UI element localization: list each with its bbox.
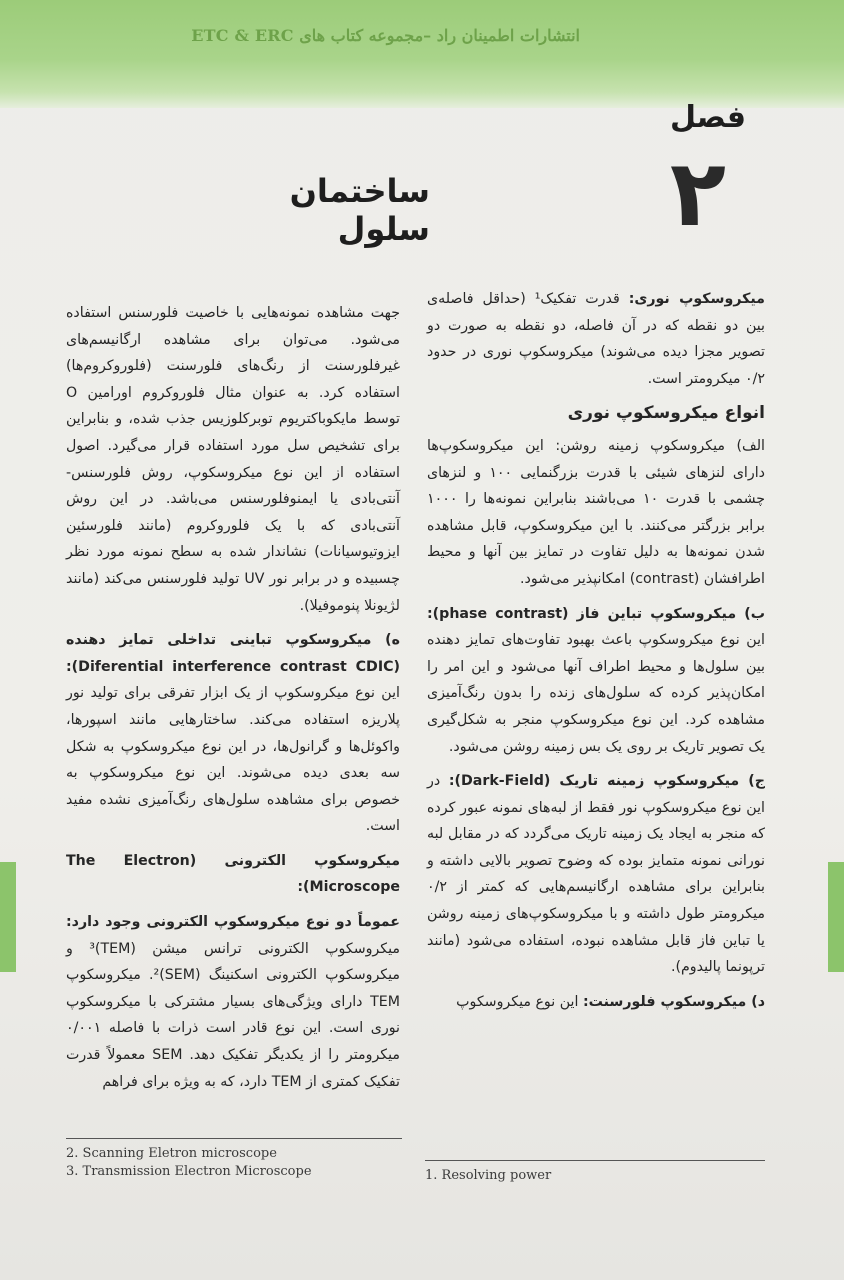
header-band [0, 0, 844, 108]
paragraph-fluorescence-continued: جهت مشاهده نمونه‌هایی با خاصیت فلورسنس استفاده می‌شود. می‌توان برای مشاهده ارگانیسم‌های غیرفلورسنت از رنگ‌های فلورسنت (فلوروکروم‌ها) استفاده کرد. به عنوان مثال فلوروکروم اورامین O توسط مایکوباکتریوم توبرکلوزیس جذب شده، و بنابراین برای تشخیص سل مورد استفاده قرار می‌گیرد. اصول استفاده از این نوع میکروسکوپ، روش فلورسنس- آنتی‌بادی یا ایمنوفلورسنس می‌باشد. در این روش آنتی‌بادی که با یک فلوروکروم (مانند فلورسئین ایزوتیوسیانات) نشاندار شده به سطح نمونه مورد نظر چسبیده و در برابر نور UV تولید فلورسنس می‌کند (مانند لژیونلا پنوموفیلا). [66, 305, 400, 614]
footnote-item: 3. Transmission Electron Microscope [66, 1164, 312, 1179]
term-electron-types: عموماً دو نوع میکروسکوپ الکترونی وجود دارد: [66, 914, 400, 931]
footnote-item: 2. Scanning Eletron microscope [66, 1146, 277, 1161]
paragraph-phase-contrast [427, 601, 765, 761]
chapter-title: ساختمان سلول [289, 172, 430, 248]
term-fluorescent: د) میکروسکوپ فلورسنت: [582, 993, 765, 1010]
paragraph-text: این نوع میکروسکوپ باعث بهبود تفاوت‌های تمایز دهنده بین سلول‌ها و محیط اطراف آنها می‌شود و این امر را امکان‌پذیر کرده که سلول‌های زنده را بدون رنگ‌آمیزی مشاهده کرد. این نوع میکروسکوپ منجر به شکل‌گیری یک تصویر تاریک بر روی یک بس زمینه روشن می‌شود. [427, 632, 765, 755]
left-column [66, 300, 400, 1103]
term-dic: ه) میکروسکوپ تباینی تداخلی تمایز دهنده (Diferential interference contrast CDIC): [66, 632, 400, 675]
section-heading-light-microscope-types: انواع میکروسکوپ نوری [567, 403, 765, 424]
right-thumb-tab [828, 862, 844, 972]
right-column [427, 286, 765, 1023]
paragraph-text: این نوع میکروسکوپ از یک ابزار تفرقی برای تولید نور پلاریزه استفاده می‌کند. ساختارهایی مانند اسپورها، واکوئل‌ها و گرانول‌ها، در این نوع میکروسکوپ به شکل سه بعدی دیده می‌شوند. این نوع میکروسکوپ به خصوص برای مشاهده سلول‌های رنگ‌آمیزی نشده مفید است. [66, 685, 400, 835]
footnotes-right [425, 1160, 765, 1185]
left-thumb-tab [0, 862, 16, 972]
footnote-rule [425, 1160, 765, 1161]
footnote-item: 1. Resolving power [425, 1168, 552, 1183]
paragraph-text: این نوع میکروسکوپ [456, 993, 583, 1010]
term-electron-microscope: میکروسکوپ الکترونی (The Electron Microscope): [66, 852, 401, 896]
chapter-word: فصل [670, 100, 746, 135]
paragraph-bright-field: الف) میکروسکوپ زمینه روشن: این میکروسکوپ‌ها دارای لنزهای شیئی با قدرت بزرگنمایی ۱۰۰ و لنزهای چشمی با قدرت ۱۰ می‌باشند بنابراین نمونه‌ها را ۱۰۰۰ برابر بزرگتر می‌کنند. با این میکروسکوپ، قابل مشاهده شدن نمونه‌ها به دلیل تفاوت در تمایز بین آنها و محیط اطرافشان (contrast) امکانپذیر می‌شود. [427, 437, 765, 587]
running-head: انتشارات اطمینان راد –مجموعه کتاب های ETC & ERC [191, 26, 580, 45]
footnote-rule [66, 1138, 402, 1139]
paragraph-dic [66, 627, 400, 840]
paragraph-text: در این نوع میکروسکوپ نور فقط از لبه‌های نمونه عبور کرده که منجر به ایجاد یک زمینه تاریک می‌گردد که در مقابل لبه نورانی نمونه متمایز بوده که وضوح تصویر بالایی داشته و بنابراین برای مشاهده ارگانیسم‌هایی که کمتر از ۰/۲ میکرومتر طول داشته و با میکروسکوپ‌های زمینه روشن یا تباین فاز قابل مشاهده نبوده، استفاده می‌شود (مانند ترپونما پالیدوم). [427, 773, 765, 976]
chapter-number: ۲ [669, 140, 726, 247]
paragraph-dark-field [427, 768, 765, 981]
term-light-microscope: میکروسکوپ نوری: [628, 291, 765, 307]
paragraph-text: قدرت تفکیک¹ (حداقل فاصله‌ی بین دو نقطه که در آن فاصله، دو نقطه به صورت دو تصویر مجزا دیده می‌شوند) میکروسکوپ نوری در حدود ۰/۲ میکرومتر است. [427, 291, 765, 387]
paragraph-fluorescent [427, 989, 765, 1016]
paragraph-text: میکروسکوپ الکترونی ترانس میشن (TEM)³ و میکروسکوپ الکترونی اسکنینگ (SEM)². میکروسکوپ TEM دارای ویژگی‌های بسیار مشترکی با میکروسکوپ نوری است. این نوع قادر است ذرات با فاصله ۰/۰۰۱ میکرومتر را از یکدیگر تفکیک دهد. SEM معمولاً قدرت تفکیک کمتری از TEM دارد، که به ویژه برای فراهم [66, 940, 400, 1090]
term-dark-field: ج) میکروسکوپ زمینه تاریک (Dark-Field): [448, 773, 766, 790]
paragraph-electron-heading [66, 848, 400, 901]
footnotes-left [66, 1138, 400, 1181]
paragraph-electron-types [66, 909, 400, 1095]
paragraph-light-microscope [427, 286, 765, 392]
term-phase-contrast: ب) میکروسکوپ تباین فاز (phase contrast): [427, 605, 765, 622]
